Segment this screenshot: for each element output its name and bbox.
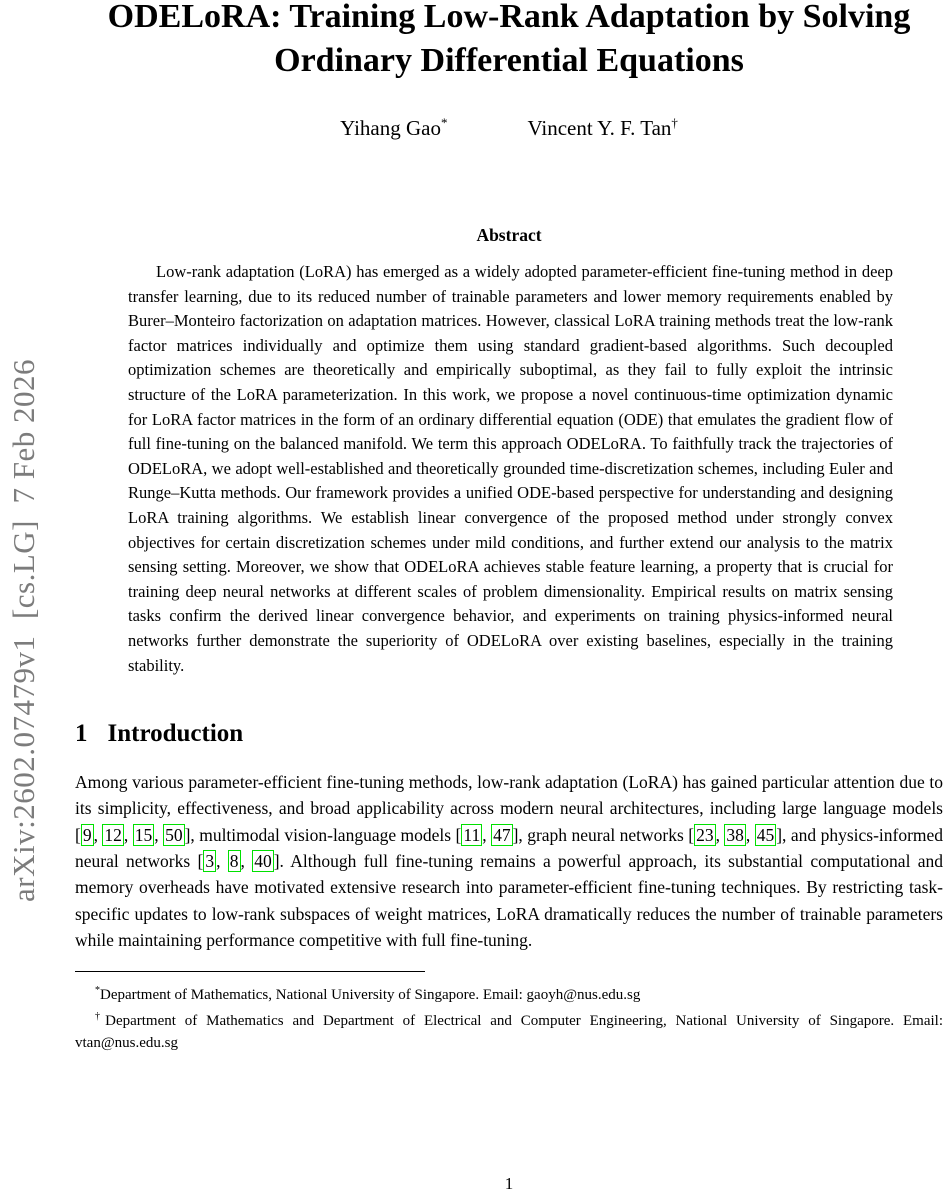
page-content: [75, 0, 943, 1054]
text-run: ,: [154, 824, 164, 845]
footnote-1-text: Department of Mathematics, National University of Singapore. Email: gaoyh@nus.edu.sg: [100, 986, 641, 1003]
footnote-2-mark: †: [95, 1010, 106, 1022]
citation-ref[interactable]: 9: [82, 824, 92, 845]
text-run: ], multimodal vision-language models [: [184, 824, 462, 845]
citation-ref[interactable]: 40: [254, 850, 272, 871]
text-run: ,: [482, 824, 492, 845]
citation-ref[interactable]: 38: [726, 824, 744, 845]
paper-title: [75, 0, 943, 83]
citation-ref[interactable]: 11: [463, 824, 481, 845]
section-title: Introduction: [107, 720, 244, 748]
text-run: Among various parameter-efficient fine-tuning methods, low-rank adaptation (LoRA) has gained particular attention due to its simplicity, effectiveness, and broad applicability across modern neural architectures, including large language models [: [75, 772, 943, 845]
text-run: ,: [93, 824, 103, 845]
citation-ref[interactable]: 45: [756, 824, 775, 845]
paper-title-line1: ODELoRA: Training Low-Rank Adaptation by Solving: [107, 0, 911, 35]
footnote-rule: [75, 971, 425, 972]
abstract-heading: Abstract: [476, 225, 542, 245]
author-2-footnote-mark: †: [671, 115, 678, 130]
text-run: ,: [745, 824, 755, 845]
paper-title-line2: Ordinary Differential Equations: [274, 42, 744, 79]
footnotes: [75, 980, 943, 1054]
author-2-name: Vincent Y. F. Tan: [527, 116, 672, 140]
footnote-2-text: Department of Mathematics and Department of Electrical and Computer Engineering, National University of Singapore. Email: vtan@nus.edu.sg: [75, 1012, 943, 1051]
citation-ref[interactable]: 50: [165, 824, 183, 845]
intro-paragraph: [75, 769, 943, 953]
text-run: ,: [240, 850, 253, 871]
footnote-1-mark: *: [95, 984, 100, 996]
text-run: ,: [123, 824, 133, 845]
text-run: ,: [715, 824, 725, 845]
citation-ref[interactable]: 8: [229, 850, 239, 871]
author-1-name: Yihang Gao: [340, 116, 441, 140]
citation-ref[interactable]: 3: [205, 850, 215, 871]
citation-ref[interactable]: 12: [104, 824, 122, 845]
footnote-2: [75, 1006, 943, 1054]
author-1-footnote-mark: *: [440, 115, 448, 130]
section-heading-introduction: [75, 720, 943, 748]
citation-ref[interactable]: 47: [493, 824, 511, 845]
citation-ref[interactable]: 15: [134, 824, 153, 845]
text-run: ], graph neural networks [: [512, 824, 695, 845]
footnote-1: [75, 980, 943, 1006]
author-row: [75, 115, 943, 141]
arxiv-banner: arXiv:2602.07479v1 [cs.LG] 7 Feb 2026: [6, 359, 41, 902]
page-number: 1: [504, 1174, 514, 1193]
text-run: ,: [216, 850, 228, 871]
text-run: ]. Although full fine-tuning remains a powerful approach, its substantial computational and memory overheads have motivated extensive research into parameter-efficient fine-tuning techniques. By restricting task-specific updates to low-rank subspaces of weight matrices, LoRA dramatically reduces the number of trainable parameters while maintaining performance competitive with full fine-tuning.: [75, 850, 944, 950]
abstract-text: Low-rank adaptation (LoRA) has emerged as a widely adopted parameter-efficient fine-tuning method in deep transfer learning, due to its reduced number of trainable parameters and lower memory requirements enabled by Burer–Monteiro factorization on adaptation matrices. However, classical LoRA training methods treat the low-rank factor matrices individually and optimize them using standard gradient-based algorithms. Such decoupled optimization schemes are theoretically and empirically suboptimal, as they fail to fully exploit the intrinsic structure of the LoRA parameterization. In this work, we propose a novel continuous-time optimization dynamic for LoRA factor matrices in the form of an ordinary differential equation (ODE) that emulates the gradient flow of full fine-tuning on the balanced manifold. We term this approach ODELoRA. To faithfully track the trajectories of ODELoRA, we adopt well-established and theoretically grounded time-discretization schemes, including Euler and Runge–Kutta methods. Our framework provides a unified ODE-based perspective for understanding and designing LoRA training algorithms. We establish linear convergence of the proposed method under strongly convex objectives for certain discretization schemes under mild conditions, and further extend our analysis to the matrix sensing setting. Moreover, we show that ODELoRA achieves stable feature learning, a property that is crucial for training deep neural networks at different scales of problem dimensionality. Empirical results on matrix sensing tasks confirm the derived linear convergence behavior, and experiments on training physics-informed neural networks further demonstrate the superiority of ODELoRA over existing baselines, especially in the training stability.: [128, 262, 893, 675]
author-1: [340, 115, 447, 141]
section-number: 1: [75, 720, 88, 748]
author-2: [527, 115, 677, 141]
citation-ref[interactable]: 23: [696, 824, 714, 845]
text-run: ], and physics-informed neural networks [: [75, 824, 944, 871]
